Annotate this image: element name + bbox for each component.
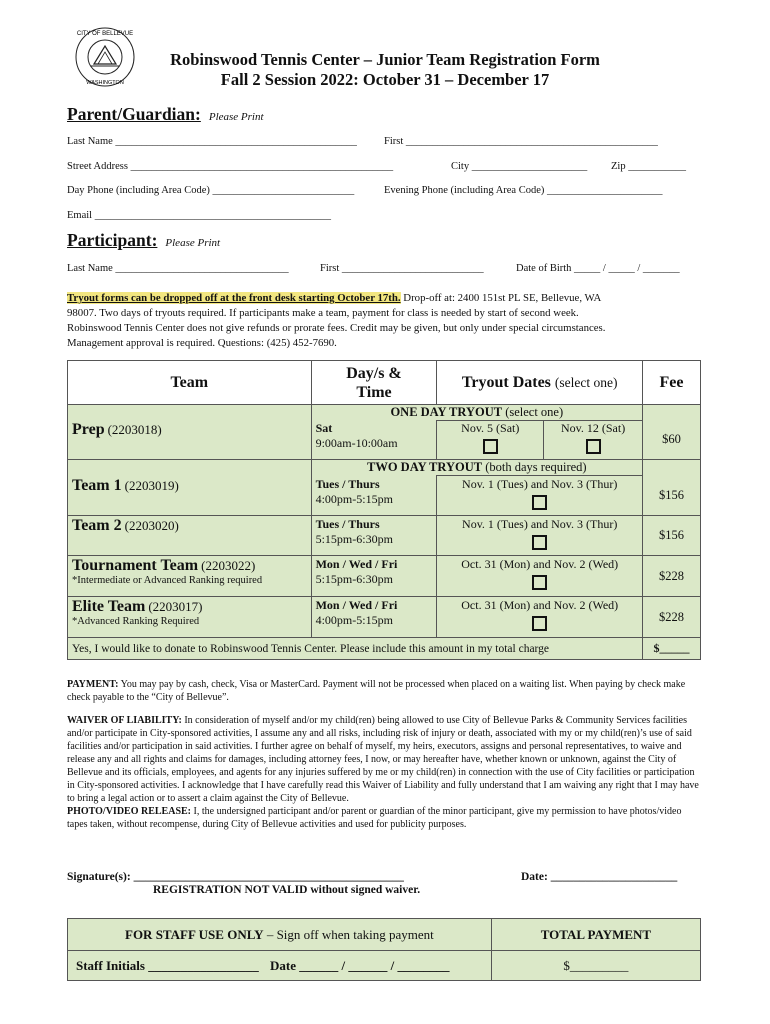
staff-initials-field[interactable]: Staff Initials _________________ — [76, 957, 259, 973]
team-name: Team 2 — [72, 517, 122, 534]
registration-table — [67, 360, 701, 660]
prep-date2-checkbox[interactable] — [586, 439, 601, 454]
payment-label: PAYMENT: — [67, 679, 119, 690]
prep-fee: $60 — [643, 421, 701, 460]
prep-time-cell — [311, 421, 437, 460]
team-note: *Advanced Ranking Required — [72, 616, 200, 627]
header-tryout-label: Tryout Dates — [461, 373, 551, 391]
signature-date-field[interactable]: Date: ______________________ — [521, 871, 678, 883]
team-fee: $228 — [643, 597, 701, 638]
participant-first-name-field[interactable]: First ___________________________ — [320, 263, 484, 274]
team-fee: $228 — [643, 556, 701, 597]
prep-date2-cell — [544, 421, 643, 460]
table-row — [68, 556, 701, 597]
dropoff-address: Drop-off at: 2400 151st PL SE, Bellevue, WA — [400, 292, 602, 304]
team-tryout-dates: Nov. 1 (Tues) and Nov. 3 (Thur) — [462, 477, 618, 491]
table-row-prep — [68, 421, 701, 460]
total-payment-label: TOTAL PAYMENT — [491, 919, 700, 951]
info-line-4: Management approval is required. Questions: (425) 452-7690. — [67, 337, 337, 349]
zip-field[interactable]: Zip ___________ — [611, 161, 686, 172]
team-time: 5:15pm-6:30pm — [315, 532, 393, 546]
photo-release-text: I, the undersigned participant and/or parent or guardian of the minor participant, give my permission to have photos/video tapes taken, without recompense, during City of Bellevue activities and used for publicity purposes. — [67, 806, 682, 830]
parent-section-heading — [67, 104, 264, 125]
staff-title-bold: FOR STAFF USE ONLY — [125, 926, 264, 942]
parent-first-name-field[interactable]: First ________________________________________________ — [384, 136, 658, 147]
team-name: Tournament Team — [72, 557, 199, 574]
prep-date2: Nov. 12 (Sat) — [560, 421, 626, 435]
one-day-band-label: ONE DAY TRYOUT — [390, 405, 503, 419]
team-code: (2203020) — [124, 518, 179, 533]
waiver-label: WAIVER OF LIABILITY: — [67, 715, 182, 726]
title-line-1: Robinswood Tennis Center – Junior Team Registration Form — [170, 50, 600, 69]
team-tryout-dates: Oct. 31 (Mon) and Nov. 2 (Wed) — [461, 557, 619, 571]
dropoff-highlight: Tryout forms can be dropped off at the front desk starting October 17th. — [67, 292, 401, 304]
email-field[interactable]: Email _____________________________________________ — [67, 210, 331, 221]
prep-team-cell — [68, 421, 312, 460]
table-row — [68, 476, 701, 516]
date-of-birth-field[interactable]: Date of Birth _____ / _____ / _______ — [516, 263, 680, 274]
staff-initials-row — [68, 951, 492, 981]
header-team: Team — [68, 361, 312, 405]
table-row — [68, 597, 701, 638]
title-line-2: Fall 2 Session 2022: October 31 – December 17 — [220, 70, 550, 89]
registration-note: REGISTRATION NOT VALID without signed waiver. — [153, 884, 421, 896]
header-days-line1: Day/s & — [346, 364, 402, 382]
logo-text-bottom: WASHINGTON — [86, 80, 124, 86]
payment-paragraph — [67, 678, 703, 704]
team-days: Tues / Thurs — [315, 476, 380, 491]
header-days-time — [311, 361, 437, 405]
signature-label: Signature(s): — [67, 871, 131, 883]
participant-note: Please Print — [165, 237, 221, 249]
logo-text-top: CITY OF BELLEVUE — [76, 31, 134, 37]
team-time: 4:00pm-5:15pm — [315, 613, 393, 627]
staff-date-field[interactable]: Date ______ / ______ / ________ — [269, 957, 450, 973]
parent-note: Please Print — [208, 111, 264, 123]
donation-amount-field[interactable]: $_____ — [643, 638, 701, 660]
prep-day: Sat — [315, 420, 333, 435]
info-line-2: 98007. Two days of tryouts required. If participants make a team, payment for class is needed by start of second week. — [67, 307, 579, 319]
team-time: 4:00pm-5:15pm — [315, 491, 393, 506]
street-address-field[interactable]: Street Address __________________________________________________ — [67, 161, 394, 172]
team-time: 5:15pm-6:30pm — [315, 572, 393, 586]
team-code: (2203019) — [124, 477, 179, 493]
team-name: Elite Team — [72, 598, 146, 615]
team-fee: $156 — [643, 516, 701, 556]
staff-use-table — [67, 918, 701, 981]
header-days-line2: Time — [356, 383, 392, 401]
two-day-band-note: (both days required) — [485, 460, 587, 474]
info-paragraph — [67, 291, 707, 351]
team-days: Mon / Wed / Fri — [315, 598, 398, 612]
one-day-band — [311, 405, 642, 421]
parent-last-name-field[interactable]: Last Name ______________________________________________ — [67, 136, 357, 147]
team-fee: $156 — [643, 476, 701, 516]
donation-text: Yes, I would like to donate to Robinswood Tennis Center. Please include this amount in my total charge — [68, 638, 643, 660]
signature-line: _______________________________________________ — [130, 871, 404, 883]
waiver-text: In consideration of myself and/or my child(ren) being allowed to use City of Bellevue Parks & Community Services facilities and/or participate in City-sponsored activities, I assume any and all risks, including risk of injury or death, associated with my or my child(ren)’s use of said facilities and/or participation in said activities. I further agree on behalf of myself, my heirs, executors, assigns and personal representatives, to waive and release any and all rights and claims for damages, including attorney fees, I now, or may hereafter have, whether known or unknown, against the City of Bellevue and its officials, employees, and agents for any injuries suffered by me or my child(ren) in connection with the use of City facilities or participation in City-sponsored activities. I acknowledge that I have carefully read this Waiver of Liability and fully understand that I am waiving any right that I may have to bring a legal action or to assert a claim against the City of Bellevue. — [67, 715, 699, 804]
photo-release-label: PHOTO/VIDEO RELEASE: — [67, 806, 192, 817]
city-field[interactable]: City ______________________ — [451, 161, 588, 172]
payment-text: You may pay by cash, check, Visa or MasterCard. Payment will not be processed when placed on a waiting list. When paying by check make check payable to the “City of Bellevue”. — [67, 679, 686, 703]
team-days: Tues / Thurs — [315, 517, 380, 531]
prep-code: (2203018) — [107, 421, 162, 437]
team2-checkbox[interactable] — [532, 535, 547, 550]
info-line-3: Robinswood Tennis Center does not give refunds or prorate fees. Credit may be given, but only under special circumstances. — [67, 322, 606, 334]
team-note: *Intermediate or Advanced Ranking required — [72, 575, 263, 586]
staff-title-rest: – Sign off when taking payment — [263, 926, 434, 942]
staff-title — [68, 919, 492, 951]
team-code: (2203022) — [201, 558, 256, 573]
total-payment-field[interactable]: $_________ — [491, 951, 700, 981]
participant-last-name-field[interactable]: Last Name _________________________________ — [67, 263, 289, 274]
city-logo — [74, 26, 136, 88]
waiver-paragraph — [67, 714, 703, 831]
prep-name: Prep — [72, 420, 105, 438]
signature-field[interactable] — [67, 871, 404, 883]
team-days: Mon / Wed / Fri — [315, 557, 398, 571]
tournament-checkbox[interactable] — [532, 575, 547, 590]
participant-heading: Participant: — [67, 230, 158, 250]
participant-section-heading — [67, 230, 220, 251]
two-day-band-label: TWO DAY TRYOUT — [367, 460, 483, 474]
prep-time: 9:00am-10:00am — [315, 435, 398, 450]
header-tryout-note: (select one) — [554, 374, 618, 390]
table-row — [68, 516, 701, 556]
header-tryout-dates — [437, 361, 643, 405]
team-tryout-dates: Oct. 31 (Mon) and Nov. 2 (Wed) — [461, 598, 619, 612]
team1-checkbox[interactable] — [532, 495, 547, 510]
two-day-band — [311, 460, 642, 476]
elite-checkbox[interactable] — [532, 616, 547, 631]
team-code: (2203017) — [148, 599, 203, 614]
header-fee: Fee — [643, 361, 701, 405]
team-tryout-dates: Nov. 1 (Tues) and Nov. 3 (Thur) — [462, 517, 618, 531]
prep-date1-checkbox[interactable] — [483, 439, 498, 454]
one-day-band-note: (select one) — [505, 405, 564, 419]
day-phone-field[interactable]: Day Phone (including Area Code) ___________________________ — [67, 185, 355, 196]
parent-heading: Parent/Guardian: — [67, 104, 201, 124]
prep-date1: Nov. 5 (Sat) — [461, 421, 520, 435]
evening-phone-field[interactable]: Evening Phone (including Area Code) ______________________ — [384, 185, 663, 196]
page-title — [140, 50, 630, 90]
team-name: Team 1 — [72, 476, 122, 494]
prep-date1-cell — [437, 421, 544, 460]
donation-row — [68, 638, 701, 660]
